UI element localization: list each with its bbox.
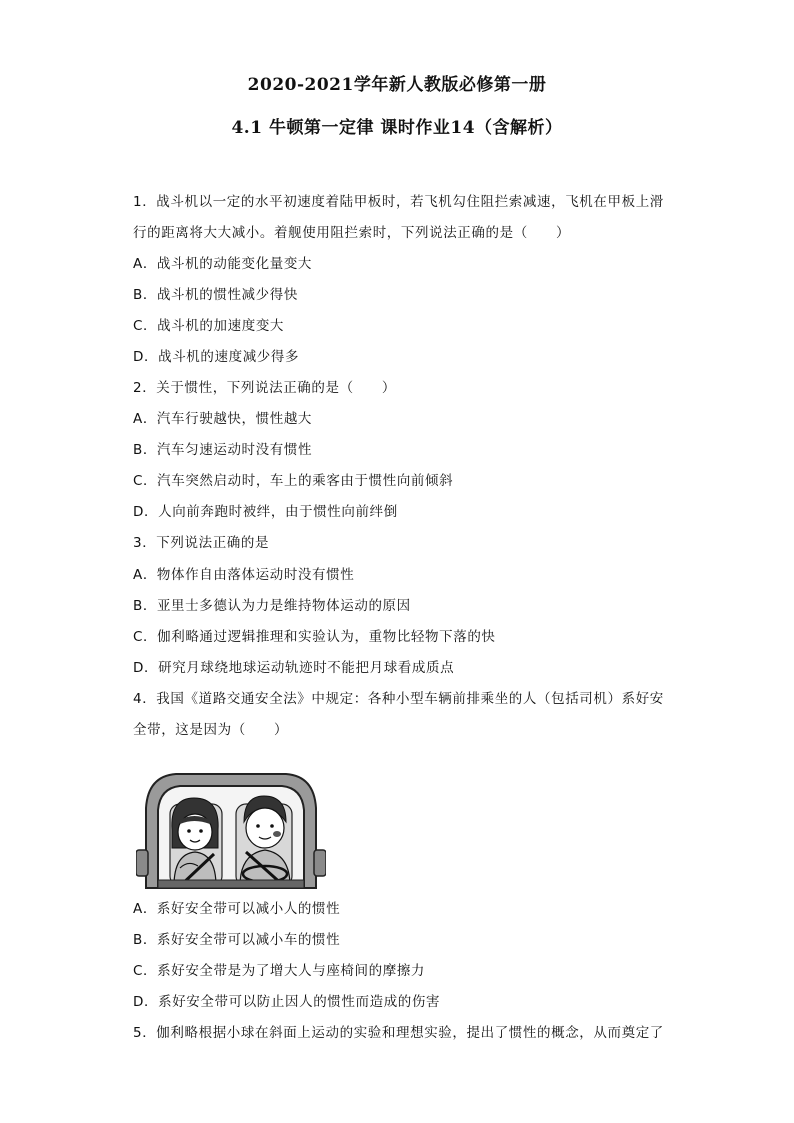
q3-option-b: B．亚里士多德认为力是维持物体运动的原因	[133, 598, 411, 614]
q3-option-d: D．研究月球绕地球运动轨迹时不能把月球看成质点	[133, 660, 455, 676]
q3-option-c: C．伽利略通过逻辑推理和实验认为，重物比轻物下落的快	[133, 629, 496, 645]
q5-stem-line-1: 5．伽利略根据小球在斜面上运动的实验和理想实验，提出了惯性的概念，从而奠定了	[133, 1025, 664, 1041]
q1-stem-line-2: 行的距离将大大减小。着舰使用阻拦索时，下列说法正确的是（ ）	[133, 225, 571, 241]
q2-option-c: C．汽车突然启动时，车上的乘客由于惯性向前倾斜	[133, 473, 454, 489]
q2-option-a: A．汽车行驶越快，惯性越大	[133, 411, 313, 427]
q1-option-c: C．战斗机的加速度变大	[133, 318, 285, 334]
q2-stem-line-1: 2．关于惯性，下列说法正确的是（ ）	[133, 380, 396, 396]
q4-option-b: B．系好安全带可以减小车的惯性	[133, 932, 341, 948]
q2-option-b: B．汽车匀速运动时没有惯性	[133, 442, 313, 458]
car-seatbelt-icon	[136, 768, 326, 890]
q4-option-c: C．系好安全带是为了增大人与座椅间的摩擦力	[133, 963, 426, 979]
q1-option-d: D．战斗机的速度减少得多	[133, 349, 300, 365]
q1-option-b: B．战斗机的惯性减少得快	[133, 287, 298, 303]
q1-option-a: A．战斗机的动能变化量变大	[133, 256, 313, 272]
q2-option-d: D．人向前奔跑时被绊，由于惯性向前绊倒	[133, 504, 398, 520]
q3-stem-line-1: 3．下列说法正确的是	[133, 535, 270, 551]
q3-option-a: A．物体作自由落体运动时没有惯性	[133, 567, 355, 583]
q4-car-seatbelt-figure	[136, 768, 326, 890]
q4-stem-line-1: 4．我国《道路交通安全法》中规定：各种小型车辆前排乘坐的人（包括司机）系好安	[133, 691, 664, 707]
q4-stem-line-2: 全带，这是因为（ ）	[133, 722, 289, 738]
q4-option-a: A．系好安全带可以减小人的惯性	[133, 901, 341, 917]
document-title: 2020-2021学年新人教版必修第一册	[247, 75, 547, 95]
q4-option-d: D．系好安全带可以防止因人的惯性而造成的伤害	[133, 994, 441, 1010]
q1-stem-line-1: 1．战斗机以一定的水平初速度着陆甲板时，若飞机勾住阻拦索减速，飞机在甲板上滑	[133, 194, 664, 210]
document-subtitle: 4.1 牛顿第一定律 课时作业14（含解析）	[231, 118, 563, 138]
